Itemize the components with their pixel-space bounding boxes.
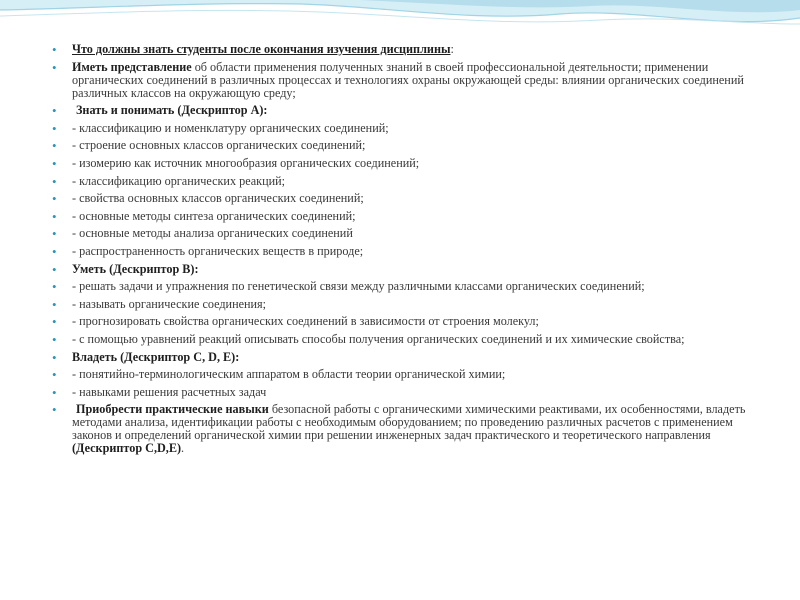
bullet-icon: • xyxy=(52,314,57,330)
bullet-body: безопасной работы с органическими химическими реактивами, их особенностями, владеть методами анализа, идентификации работы с необходимым оборудованием; по проведению различных расчетов с применением законов и определений органической химии при решении инженерных задач практического и теоретического направления xyxy=(72,402,746,443)
bullet-text xyxy=(72,121,389,135)
bullet-text xyxy=(72,209,356,223)
bullet-lead: Уметь (Дескриптор В): xyxy=(72,261,199,276)
bullet-item xyxy=(52,245,764,258)
bullet-item xyxy=(52,122,764,135)
bullet-text xyxy=(72,42,454,56)
bullet-descriptor: (Дескриптор С,D,Е) xyxy=(72,441,182,456)
bullet-body: : xyxy=(450,42,454,56)
bullet-icon: • xyxy=(52,155,57,171)
bullet-lead: Знать и понимать (Дескриптор А): xyxy=(76,103,268,118)
bullet-text xyxy=(72,244,363,258)
bullet-icon: • xyxy=(52,243,57,259)
bullet-icon: • xyxy=(52,42,57,57)
bullet-item xyxy=(52,210,764,223)
bullet-text xyxy=(72,314,539,328)
bullet-lead: Иметь представление xyxy=(72,59,192,74)
bullet-item xyxy=(52,61,764,100)
bullet-icon: • xyxy=(52,226,57,242)
bullet-body: - понятийно-терминологическим аппаратом в области теории органической химии; xyxy=(72,367,506,382)
bullet-item xyxy=(52,298,764,311)
bullet-body: - прогнозировать свойства органических соединений в зависимости от строения молекул; xyxy=(72,314,539,329)
bullet-icon: • xyxy=(52,191,57,207)
bullet-icon: • xyxy=(52,208,57,224)
bullet-icon: • xyxy=(52,173,57,189)
bullet-icon: • xyxy=(52,103,57,119)
bullet-item xyxy=(52,43,764,56)
bullet-body: - основные методы синтеза органических соединений; xyxy=(72,208,356,223)
bullet-icon: • xyxy=(52,296,57,312)
bullet-item xyxy=(52,139,764,152)
bullet-body: - классификацию и номенклатуру органических соединений; xyxy=(72,120,389,135)
bullet-body: - свойства основных классов органических соединений; xyxy=(72,191,364,206)
bullet-icon: • xyxy=(52,367,57,383)
bullet-text xyxy=(72,191,364,205)
bullet-body: - с помощью уравнений реакций описывать способы получения органических соединений и их химические свойства; xyxy=(72,331,685,346)
bullet-icon: • xyxy=(52,384,57,400)
bullet-lead: Владеть (Дескриптор С, D, Е): xyxy=(72,349,240,364)
bullet-icon: • xyxy=(52,331,57,347)
bullet-body: - распространенность органических веществ в природе; xyxy=(72,243,364,258)
bullet-body: - называть органические соединения; xyxy=(72,296,267,311)
bullet-body: - строение основных классов органических соединений; xyxy=(72,138,366,153)
bullet-text xyxy=(72,350,239,364)
bullet-item xyxy=(52,192,764,205)
bullet-text xyxy=(72,385,266,399)
bullet-item xyxy=(52,104,764,117)
bullet-lead: Приобрести практические навыки xyxy=(76,402,269,417)
bullet-item xyxy=(52,280,764,293)
bullet-text xyxy=(72,226,353,240)
bullet-body: об области применения полученных знаний в своей профессиональной деятельности; применении органических соединений в различных процессах и технологиях охраны окружающей среды: влиянии органических соединений различных классов на окружающую среду; xyxy=(72,59,744,100)
bullet-text xyxy=(72,174,285,188)
bullet-body: - изомерию как источник многообразия органических соединений; xyxy=(72,155,420,170)
bullet-text xyxy=(72,402,745,455)
bullet-item xyxy=(52,351,764,364)
bullet-text xyxy=(72,262,199,276)
bullet-body: - навыками решения расчетных задач xyxy=(72,384,267,399)
bullet-body: - решать задачи и упражнения по генетической связи между различными классами органических соединений; xyxy=(72,279,645,294)
bullet-icon: • xyxy=(52,59,57,75)
bullet-icon: • xyxy=(52,120,57,136)
bullet-item xyxy=(52,386,764,399)
bullet-item xyxy=(52,157,764,170)
bullet-icon: • xyxy=(52,261,57,277)
bullet-end: . xyxy=(181,441,185,456)
bullet-icon: • xyxy=(52,279,57,295)
bullet-item xyxy=(52,227,764,240)
bullet-text xyxy=(72,367,505,381)
bullet-item xyxy=(52,333,764,346)
bullet-text xyxy=(72,103,267,117)
bullet-text xyxy=(72,60,744,100)
bullet-body: - основные методы анализа органических соединений xyxy=(72,226,353,241)
bullet-body: - классификацию органических реакций; xyxy=(72,173,286,188)
bullet-text xyxy=(72,332,685,346)
bullet-item xyxy=(52,403,764,455)
bullet-text xyxy=(72,156,419,170)
bullet-icon: • xyxy=(52,349,57,365)
bullet-item xyxy=(52,368,764,381)
slide-content xyxy=(52,43,764,460)
bullet-icon: • xyxy=(52,138,57,154)
bullet-item xyxy=(52,263,764,276)
bullet-icon: • xyxy=(52,402,57,418)
bullet-text xyxy=(72,279,645,293)
bullet-text xyxy=(72,297,266,311)
bullet-item xyxy=(52,315,764,328)
bullet-item xyxy=(52,175,764,188)
bullet-text xyxy=(72,138,365,152)
bullet-lead: Что должны знать студенты после окончания изучения дисциплины xyxy=(72,42,451,56)
